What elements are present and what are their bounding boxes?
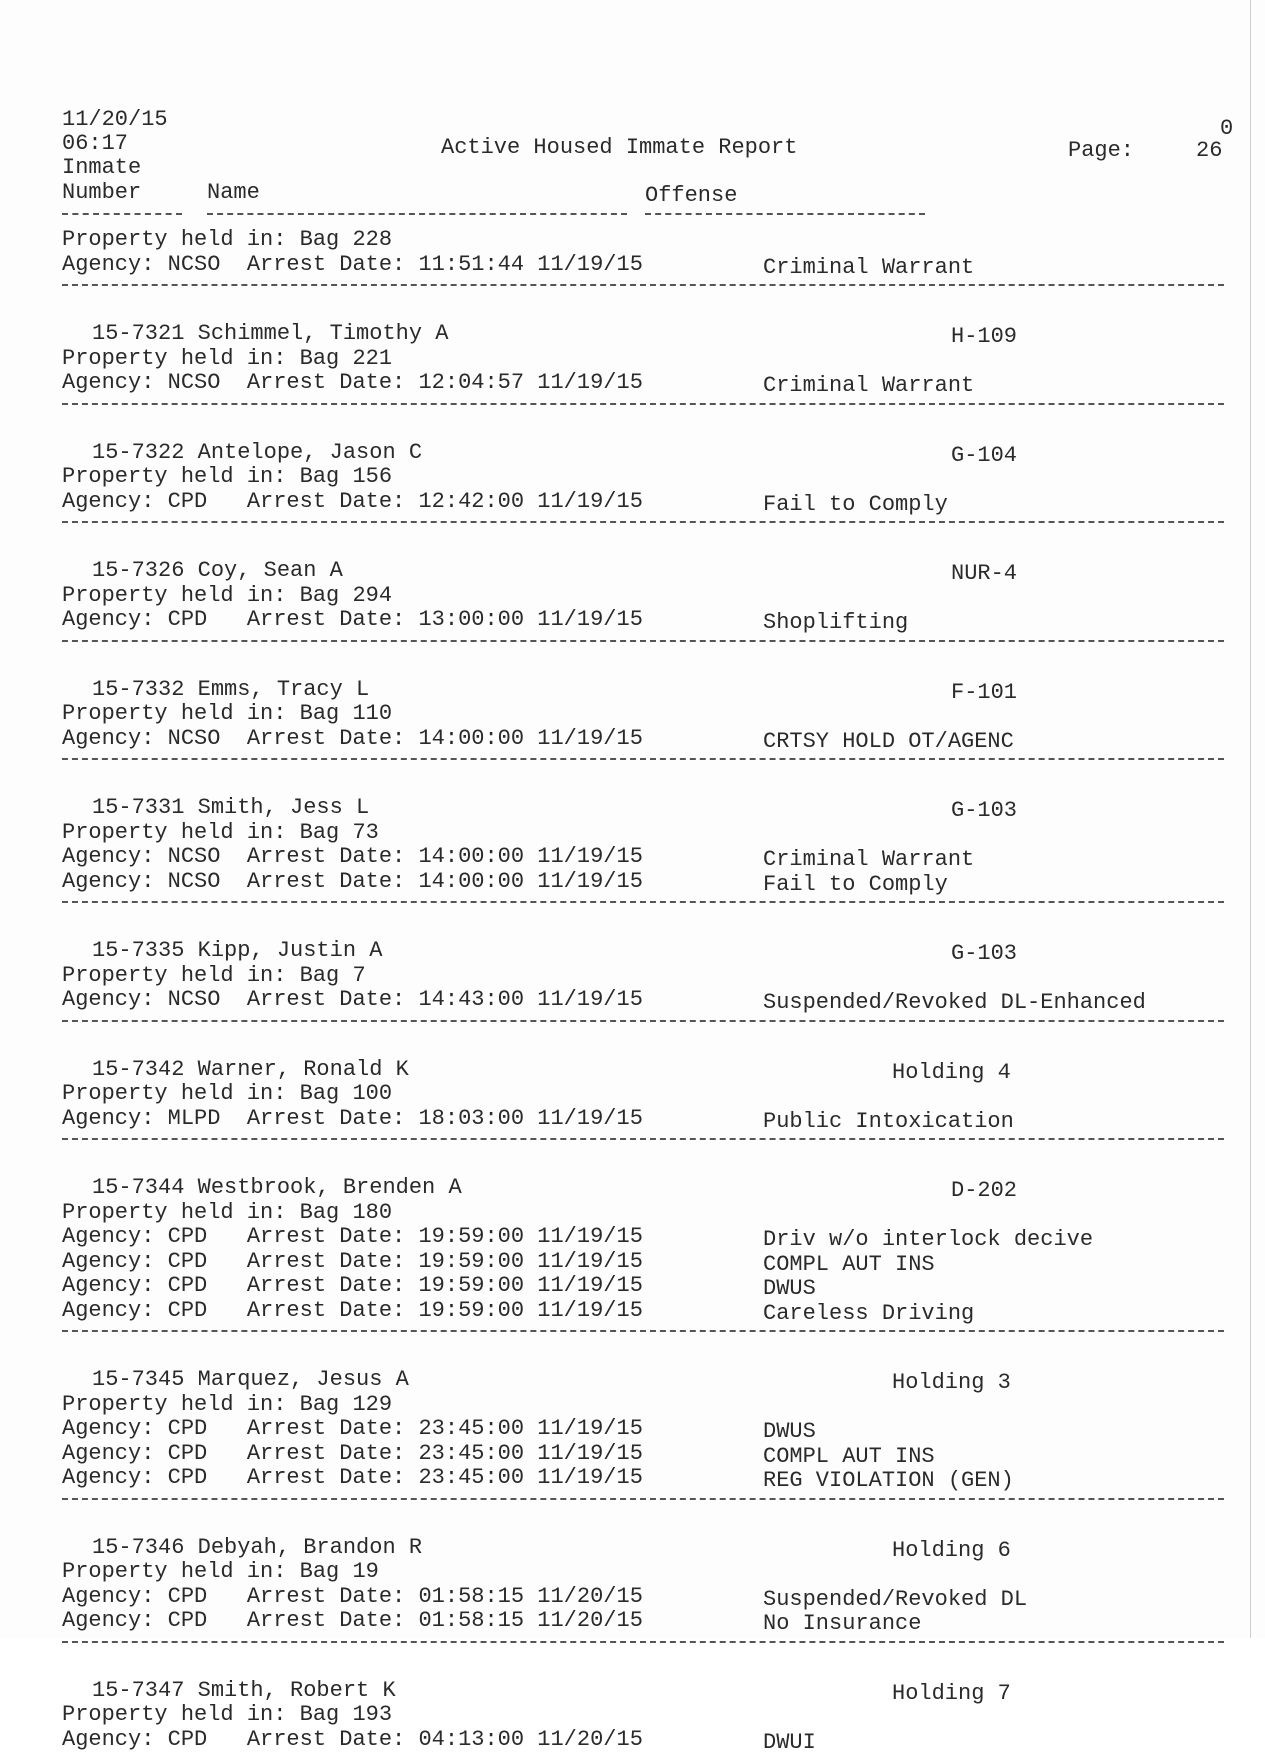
charge-offense: Public Intoxication — [763, 1108, 1014, 1134]
property-line: Property held in: Bag 156 — [62, 464, 393, 489]
record-divider — [62, 901, 1224, 903]
charge-offense: No Insurance — [763, 1611, 922, 1636]
column-header-name: Name — [207, 180, 260, 205]
record-divider — [62, 1330, 1224, 1332]
property-line: Property held in: Bag 110 — [62, 701, 393, 726]
header-divider-offense — [645, 213, 925, 215]
housing-unit: G-103 — [951, 941, 1018, 966]
inmate-id-name: 15-7322 Antelope, Jason C — [92, 439, 423, 465]
page-zero: 0 — [1220, 116, 1234, 141]
record-divider — [62, 403, 1224, 405]
property-line: Property held in: Bag 129 — [62, 1391, 393, 1417]
charge-agency: Agency: CPD Arrest Date: 19:59:00 11/19/15 — [62, 1297, 643, 1323]
inmate-id-name: 15-7332 Emms, Tracy L — [92, 676, 370, 702]
inmate-id-name: 15-7331 Smith, Jess L — [92, 795, 370, 820]
charge-offense: Driv w/o interlock decive — [763, 1227, 1094, 1252]
property-line: Property held in: Bag 228 — [62, 227, 393, 252]
report-title: Active Housed Immate Report — [441, 135, 798, 160]
page-edge-line — [1250, 0, 1251, 1638]
property-line: Property held in: Bag 73 — [62, 819, 379, 845]
housing-unit: NUR-4 — [951, 561, 1018, 586]
housing-unit: Holding 7 — [892, 1680, 1011, 1706]
charge-offense: DWUS — [763, 1419, 816, 1444]
inmate-id-name: 15-7346 Debyah, Brandon R — [92, 1534, 423, 1560]
record-divider — [62, 1498, 1224, 1500]
charge-offense: Suspended/Revoked DL — [763, 1586, 1028, 1612]
housing-unit: H-109 — [951, 324, 1018, 349]
charge-agency: Agency: CPD Arrest Date: 23:45:00 11/19/15 — [62, 1416, 643, 1441]
column-header-inmate: Inmate — [62, 155, 142, 180]
charge-offense: DWUI — [763, 1729, 816, 1755]
charge-offense: Criminal Warrant — [763, 373, 975, 398]
charge-offense: COMPL AUT INS — [763, 1251, 935, 1277]
header-divider-name — [207, 213, 627, 215]
header-divider-number — [62, 213, 182, 215]
charge-agency: Agency: CPD Arrest Date: 23:45:00 11/19/15 — [62, 1465, 643, 1490]
property-line: Property held in: Bag 221 — [62, 345, 393, 371]
charge-offense: Criminal Warrant — [763, 847, 975, 872]
inmate-id-name: 15-7342 Warner, Ronald K — [92, 1056, 409, 1082]
property-line: Property held in: Bag 294 — [62, 582, 393, 608]
page-number: 26 — [1196, 138, 1223, 163]
property-line: Property held in: Bag 180 — [62, 1199, 393, 1225]
charge-agency: Agency: MLPD Arrest Date: 18:03:00 11/19/15 — [62, 1105, 643, 1131]
charge-offense: Careless Driving — [763, 1300, 975, 1326]
charge-offense: Suspended/Revoked DL-Enhanced — [763, 990, 1146, 1015]
report-time: 06:17 — [62, 131, 129, 156]
property-line: Property held in: Bag 193 — [62, 1702, 393, 1727]
housing-unit: Holding 4 — [892, 1059, 1011, 1085]
charge-agency: Agency: CPD Arrest Date: 23:45:00 11/19/15 — [62, 1440, 643, 1466]
inmate-id-name: 15-7347 Smith, Robert K — [92, 1677, 396, 1703]
property-line: Property held in: Bag 19 — [62, 1559, 379, 1584]
charge-agency: Agency: CPD Arrest Date: 19:59:00 11/19/15 — [62, 1273, 643, 1298]
housing-unit: G-104 — [951, 442, 1018, 468]
charge-agency: Agency: CPD Arrest Date: 19:59:00 11/19/15 — [62, 1248, 643, 1274]
charge-agency: Agency: CPD Arrest Date: 19:59:00 11/19/15 — [62, 1224, 643, 1249]
charge-agency: Agency: NCSO Arrest Date: 14:00:00 11/19/15 — [62, 868, 643, 894]
record-divider — [62, 758, 1224, 760]
charge-offense: COMPL AUT INS — [763, 1443, 935, 1469]
record-divider — [62, 1641, 1224, 1643]
charge-agency: Agency: NCSO Arrest Date: 14:00:00 11/19/15 — [62, 725, 643, 751]
charge-agency: Agency: CPD Arrest Date: 04:13:00 11/20/15 — [62, 1726, 643, 1752]
charge-agency: Agency: CPD Arrest Date: 01:58:15 11/20/15 — [62, 1608, 643, 1633]
charge-offense: DWUS — [763, 1276, 816, 1301]
housing-unit: D-202 — [951, 1178, 1018, 1203]
inmate-id-name: 15-7335 Kipp, Justin A — [92, 938, 383, 963]
inmate-id-name: 15-7344 Westbrook, Brenden A — [92, 1175, 462, 1200]
property-line: Property held in: Bag 100 — [62, 1081, 393, 1106]
charge-agency: Agency: NCSO Arrest Date: 14:00:00 11/19/15 — [62, 844, 643, 869]
inmate-id-name: 15-7321 Schimmel, Timothy A — [92, 321, 449, 346]
charge-offense: Fail to Comply — [763, 871, 948, 897]
housing-unit: F-101 — [951, 679, 1018, 705]
record-divider — [62, 521, 1224, 523]
charge-agency: Agency: CPD Arrest Date: 12:42:00 11/19/15 — [62, 488, 643, 514]
record-divider — [62, 1138, 1224, 1140]
charge-agency: Agency: CPD Arrest Date: 13:00:00 11/19/15 — [62, 607, 643, 632]
housing-unit: Holding 6 — [892, 1537, 1011, 1563]
page-label: Page: — [1068, 138, 1135, 163]
report-date: 11/20/15 — [62, 107, 168, 132]
housing-unit: G-103 — [951, 798, 1018, 823]
column-header-number: Number — [62, 180, 142, 205]
charge-offense: REG VIOLATION (GEN) — [763, 1468, 1014, 1493]
record-divider — [62, 1020, 1224, 1022]
charge-agency: Agency: NCSO Arrest Date: 11:51:44 11/19/15 — [62, 251, 643, 277]
housing-unit: Holding 3 — [892, 1370, 1011, 1395]
property-line: Property held in: Bag 7 — [62, 962, 366, 988]
column-header-offense: Offense — [645, 183, 738, 208]
charge-agency: Agency: CPD Arrest Date: 01:58:15 11/20/15 — [62, 1583, 643, 1609]
inmate-id-name: 15-7345 Marquez, Jesus A — [92, 1367, 409, 1392]
charge-agency: Agency: NCSO Arrest Date: 14:43:00 11/19/15 — [62, 987, 643, 1012]
record-divider — [62, 284, 1224, 286]
record-divider — [62, 640, 1224, 642]
charge-offense: Shoplifting — [763, 610, 909, 635]
inmate-id-name: 15-7326 Coy, Sean A — [92, 558, 343, 583]
charge-offense: Criminal Warrant — [763, 254, 975, 280]
charge-offense: CRTSY HOLD OT/AGENC — [763, 728, 1014, 754]
charge-agency: Agency: NCSO Arrest Date: 12:04:57 11/19/15 — [62, 370, 643, 395]
charge-offense: Fail to Comply — [763, 491, 948, 517]
